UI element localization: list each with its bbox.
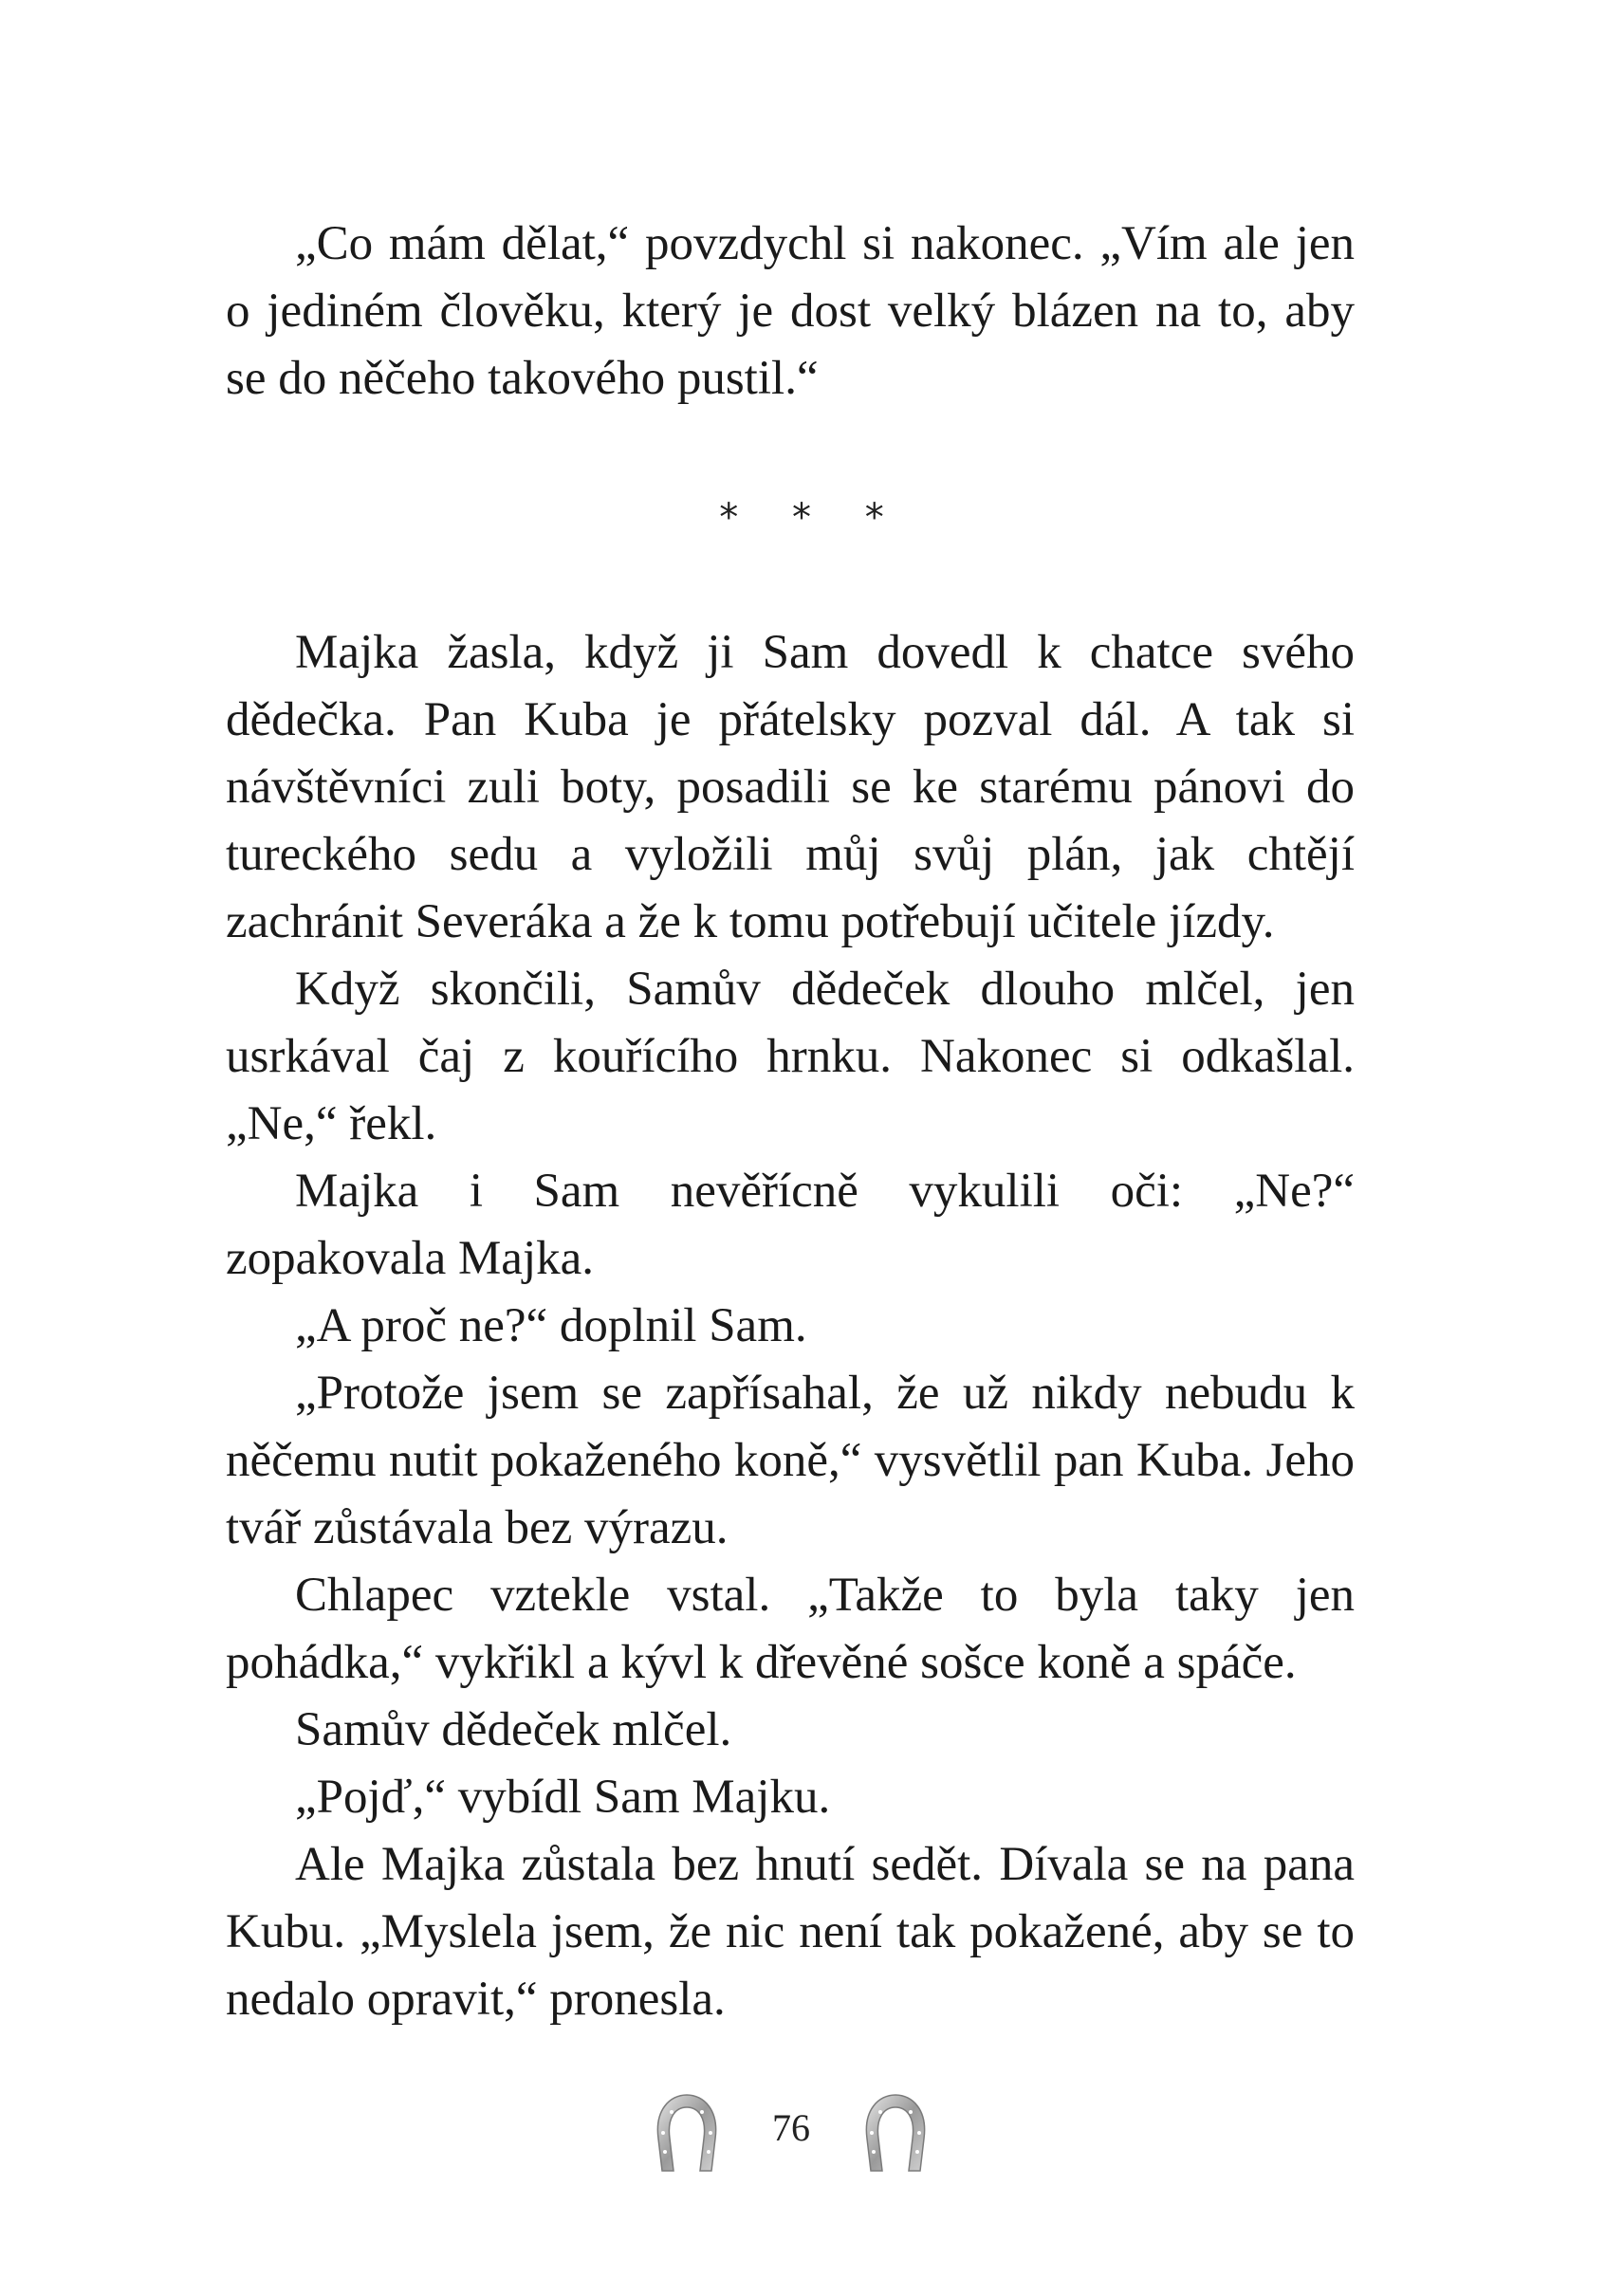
horseshoe-icon <box>649 2091 725 2177</box>
paragraph: Ale Majka zůstala bez hnutí sedět. Dívala se na pana Kubu. „Myslela jsem, že nic není tak pokažené, aby se to nedalo opravit,“ pronesla. <box>226 1838 1355 2026</box>
text-block-main <box>226 619 1355 2033</box>
paragraph: Chlapec vztekle vstal. „Takže to byla taky jen pohádka,“ vykřikl a kývl k dřevěné sošce koně a spáče. <box>226 1569 1355 1689</box>
paragraph: „Co mám dělat,“ povzdychl si nakonec. „Vím ale jen o jediném člověku, který je dost velký blázen na to, aby se do něčeho takového pustil.“ <box>226 217 1355 405</box>
paragraph: „Protože jsem se zapřísahal, že už nikdy nebudu k něčemu nutit pokaženého koně,“ vysvětlil pan Kuba. Jeho tvář zůstávala bez výrazu. <box>226 1367 1355 1554</box>
paragraph: „Pojď,“ vybídl Sam Majku. <box>295 1771 831 1824</box>
paragraph: Samův dědeček mlčel. <box>295 1703 732 1756</box>
text-block-top <box>226 211 1355 413</box>
section-separator: * * * <box>719 496 905 540</box>
horseshoe-icon <box>858 2091 933 2177</box>
paragraph: Majka žasla, když ji Sam dovedl k chatce svého dědečka. Pan Kuba je přátelsky pozval dál. A tak si návštěvníci zuli boty, posadili se ke starému pánovi do tureckého sedu a vyložili můj svůj plán, jak chtějí zachránit Severáka a že k tomu potřebují učitele jízdy. <box>226 626 1355 948</box>
paragraph: „A proč ne?“ doplnil Sam. <box>295 1299 807 1352</box>
paragraph: Když skončili, Samův dědeček dlouho mlčel, jen usrkával čaj z kouřícího hrnku. Nakonec si odkašlal. „Ne,“ řekl. <box>226 963 1355 1150</box>
page-number: 76 <box>772 2106 810 2149</box>
paragraph: Majka i Sam nevěřícně vykulili oči: „Ne?“ zopakovala Majka. <box>226 1165 1355 1285</box>
page-footer <box>0 2091 1624 2177</box>
